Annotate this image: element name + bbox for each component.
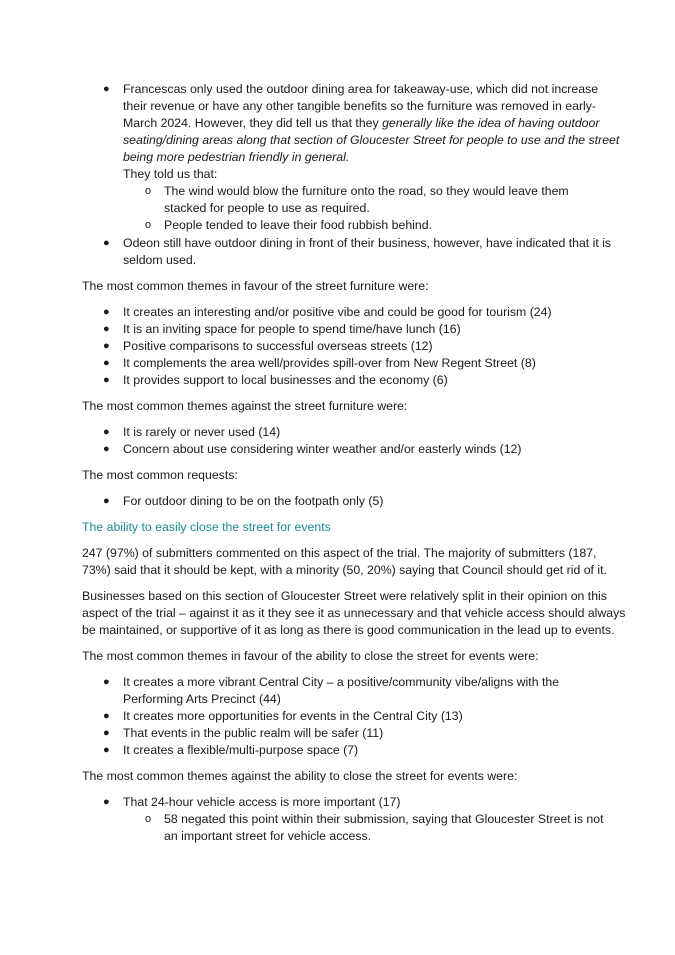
bullet: ● — [103, 426, 110, 438]
bullet: ● — [103, 306, 110, 318]
bullet: ● — [103, 323, 110, 335]
sub-item-line-1: 58 negated this point within their submission, saying that Gloucester Street is not — [164, 812, 604, 826]
bullet: ● — [103, 676, 110, 688]
list-item: Concern about use considering winter weather and/or easterly winds (12) — [123, 442, 522, 456]
francescas-told-us: They told us that: — [123, 167, 218, 181]
list-item: It creates a more vibrant Central City – a positive/community vibe/aligns with the — [123, 675, 560, 689]
furniture-against-intro: The most common themes against the street furniture were: — [82, 399, 408, 413]
sub-bullet: o — [145, 813, 152, 825]
list-item: Positive comparisons to successful overseas streets (12) — [123, 339, 433, 353]
events-para2-line-2: aspect of the trial – against it as it they see it as unnecessary and that vehicle access should always — [82, 606, 626, 620]
furniture-favour-intro: The most common themes in favour of the street furniture were: — [82, 279, 429, 293]
francescas-line-3-normal: March 2024. However, they did tell us that they — [123, 116, 383, 130]
events-favour-intro: The most common themes in favour of the ability to close the street for events were: — [82, 649, 539, 663]
bullet: ● — [103, 357, 110, 369]
list-item: It is rarely or never used (14) — [123, 425, 281, 439]
odeon-line-1: Odeon still have outdoor dining in front of their business, however, have indicated that it is — [123, 236, 612, 250]
odeon-line-2: seldom used. — [123, 253, 197, 267]
sub-item-wind-1: The wind would blow the furniture onto the road, so they would leave them — [164, 184, 569, 198]
events-against-intro: The most common themes against the ability to close the street for events were: — [82, 769, 518, 783]
bullet: ● — [103, 727, 110, 739]
list-item: That events in the public realm will be safer (11) — [123, 726, 384, 740]
section-heading: The ability to easily close the street for events — [82, 520, 331, 534]
list-item-cont: Performing Arts Precinct (44) — [123, 692, 281, 706]
bullet: ● — [103, 495, 110, 507]
list-item: For outdoor dining to be on the footpath only (5) — [123, 494, 384, 508]
bullet: ● — [103, 237, 110, 249]
francescas-line-4: seating/dining areas along that section of Gloucester Street for people to use and the street — [123, 133, 620, 147]
bullet: ● — [103, 710, 110, 722]
francescas-line-3 — [123, 115, 599, 132]
list-item: It provides support to local businesses and the economy (6) — [123, 373, 448, 387]
events-para1-line-2: 73%) said that it should be kept, with a minority (50, 20%) saying that Council should get rid of it. — [82, 563, 607, 577]
bullet: ● — [103, 374, 110, 386]
list-item: It creates a flexible/multi-purpose space (7) — [123, 743, 359, 757]
bullet: ● — [103, 83, 110, 95]
list-item: It creates an interesting and/or positive vibe and could be good for tourism (24) — [123, 305, 552, 319]
list-item: That 24-hour vehicle access is more important (17) — [123, 795, 401, 809]
bullet: ● — [103, 744, 110, 756]
list-item: It creates more opportunities for events in the Central City (13) — [123, 709, 463, 723]
sub-item-rubbish: People tended to leave their food rubbish behind. — [164, 218, 432, 232]
requests-intro: The most common requests: — [82, 468, 238, 482]
sub-bullet: o — [145, 185, 152, 197]
sub-item-wind-2: stacked for people to use as required. — [164, 201, 370, 215]
events-para1-line-1: 247 (97%) of submitters commented on this aspect of the trial. The majority of submitters (187, — [82, 546, 597, 560]
francescas-line-5: being more pedestrian friendly in general. — [123, 150, 350, 164]
events-para2-line-3: be maintained, or supportive of it as long as there is good communication in the lead up to events. — [82, 623, 615, 637]
list-item: It complements the area well/provides spill-over from New Regent Street (8) — [123, 356, 536, 370]
francescas-line-3-italic: generally like the idea of having outdoor — [382, 116, 600, 130]
sub-bullet: o — [145, 219, 152, 231]
sub-item-line-2: an important street for vehicle access. — [164, 829, 372, 843]
bullet: ● — [103, 796, 110, 808]
francescas-line-1: Francescas only used the outdoor dining area for takeaway-use, which did not increase — [123, 82, 599, 96]
bullet: ● — [103, 340, 110, 352]
list-item: It is an inviting space for people to spend time/have lunch (16) — [123, 322, 461, 336]
events-para2-line-1: Businesses based on this section of Gloucester Street were relatively split in their opinion on this — [82, 589, 607, 603]
francescas-line-2: their revenue or have any other tangible benefits so the furniture was removed in early- — [123, 99, 597, 113]
bullet: ● — [103, 443, 110, 455]
